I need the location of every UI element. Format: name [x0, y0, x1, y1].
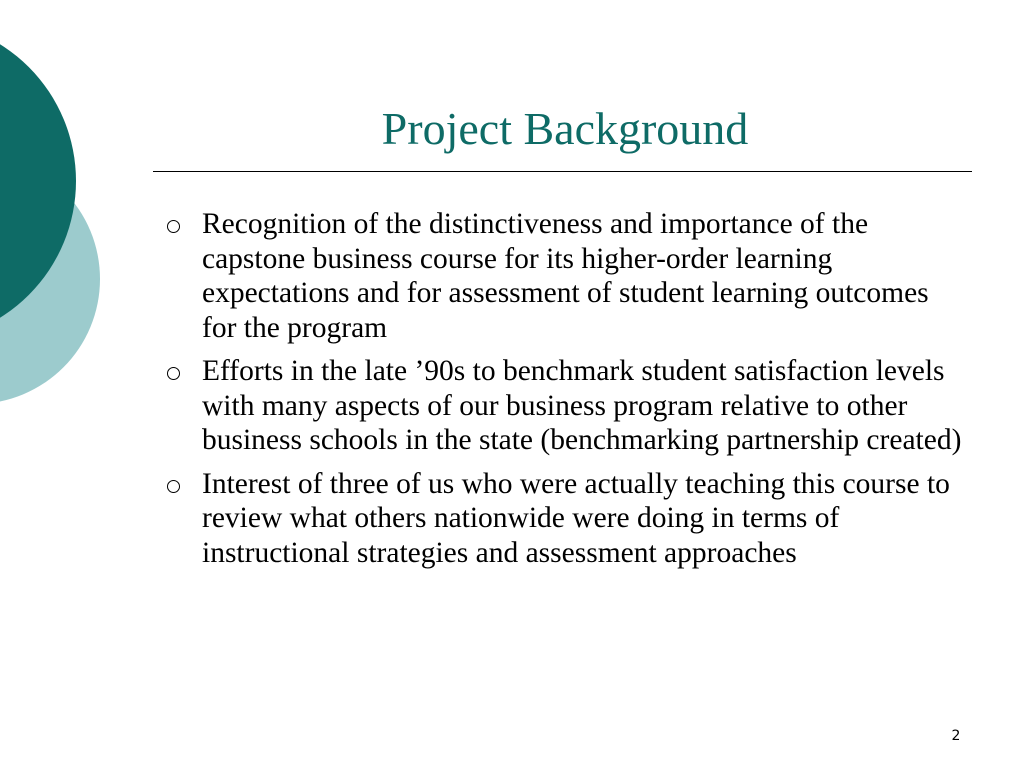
bullet-item: [163, 207, 963, 345]
bullet-item: [163, 354, 963, 458]
hollow-circle-bullet-icon: [167, 220, 180, 233]
page-number: 2: [951, 728, 961, 744]
bullet-item: [163, 467, 963, 571]
hollow-circle-bullet-icon: [167, 480, 180, 493]
bullet-list: [163, 207, 963, 579]
bullet-text: Efforts in the late ’90s to benchmark student satisfaction levels with many aspects of our business program relative to other business schools in the state (benchmarking partnership created): [202, 355, 962, 456]
bullet-text: Interest of three of us who were actually teaching this course to review what others nationwide were doing in terms of instructional strategies and assessment approaches: [202, 467, 950, 569]
hollow-circle-bullet-icon: [167, 367, 180, 380]
title-divider: [153, 171, 972, 172]
slide-title: Project Background: [381, 103, 749, 154]
bullet-text: Recognition of the distinctiveness and importance of the capstone business course for its higher-order learning expectations and for assessment of student learning outcomes for the program: [202, 208, 929, 344]
